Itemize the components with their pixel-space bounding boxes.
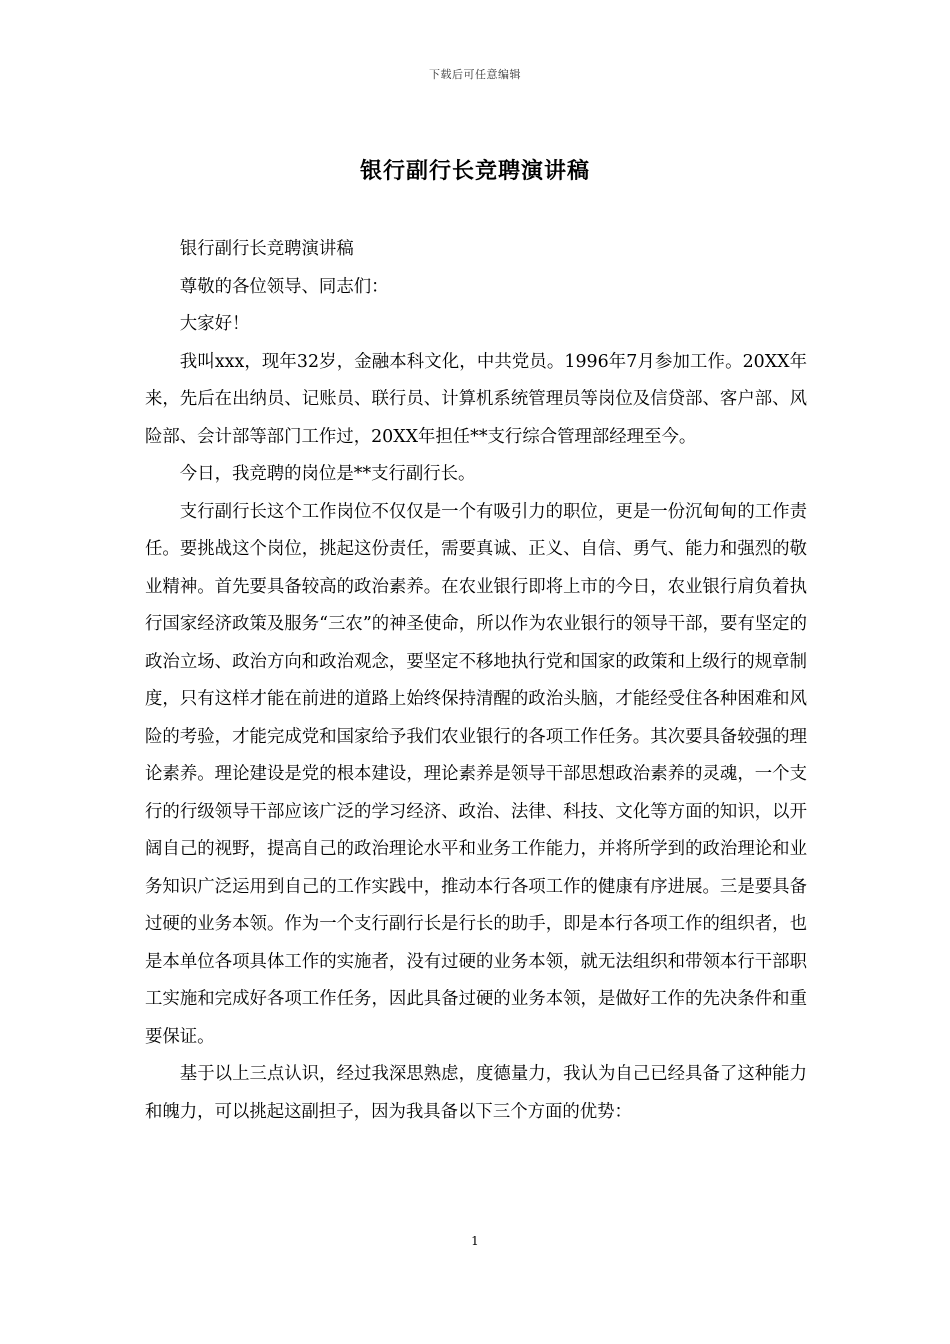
- paragraph-target-position: 今日，我竞聘的岗位是**支行副行长。: [179, 464, 476, 484]
- paragraph-salutation: 尊敬的各位领导、同志们：: [179, 276, 389, 297]
- paragraph-self-introduction: 我叫xxx，现年32岁，金融本科文化，中共党员。1996年7月参加工作。20XX年来，先后在出纳员、记账员、联行员、计算机系统管理员等岗位及信贷部、客户部、风险部、会计部等部门工作过，20XX年担任**支行综合管理部经理至今。: [145, 351, 807, 447]
- header-note: 下载后可任意编辑: [429, 68, 521, 81]
- document-title: 银行副行长竞聘演讲稿: [359, 159, 590, 184]
- paragraph-requirements: 支行副行长这个工作岗位不仅仅是一个有吸引力的职位，更是一份沉甸甸的工作责任。要挑战这个岗位，挑起这份责任，需要真诚、正义、自信、勇气、能力和强烈的敬业精神。首先要具备较高的政治素养。在农业银行即将上市的今日，农业银行肩负着执行国家经济政策及服务“三农”的神圣使命，所以作为农业银行的领导干部，要有坚定的政治立场、政治方向和政治观念，要坚定不移地执行党和国家的政策和上级行的规章制度，只有这样才能在前进的道路上始终保持清醒的政治头脑，才能经受住各种困难和风险的考验，才能完成党和国家给予我们农业银行的各项工作任务。其次要具备较强的理论素养。理论建设是党的根本建设，理论素养是领导干部思想政治素养的灵魂，一个支行的行级领导干部应该广泛的学习经济、政治、法律、科技、文化等方面的知识，以开阔自己的视野，提高自己的政治理论水平和业务工作能力，并将所学到的政治理论和业务知识广泛运用到自己的工作实践中，推动本行各项工作的健康有序进展。三是要具备过硬的业务本领。作为一个支行副行长是行长的助手，即是本行各项工作的组织者，也是本单位各项具体工作的实施者，没有过硬的业务本领，就无法组织和带领本行干部职工实施和完成好各项工作任务，因此具备过硬的业务本领，是做好工作的先决条件和重要保证。: [145, 501, 807, 1047]
- paragraph-subtitle: 银行副行长竞聘演讲稿: [179, 239, 354, 259]
- paragraph-greeting: 大家好！: [179, 314, 250, 334]
- page-number: 1: [471, 1234, 479, 1248]
- paragraph-advantages-intro: 基于以上三点认识，经过我深思熟虑，度德量力，我认为自己已经具备了这种能力和魄力，可以挑起这副担子，因为我具备以下三个方面的优势：: [145, 1064, 807, 1122]
- document-body: [145, 231, 807, 1131]
